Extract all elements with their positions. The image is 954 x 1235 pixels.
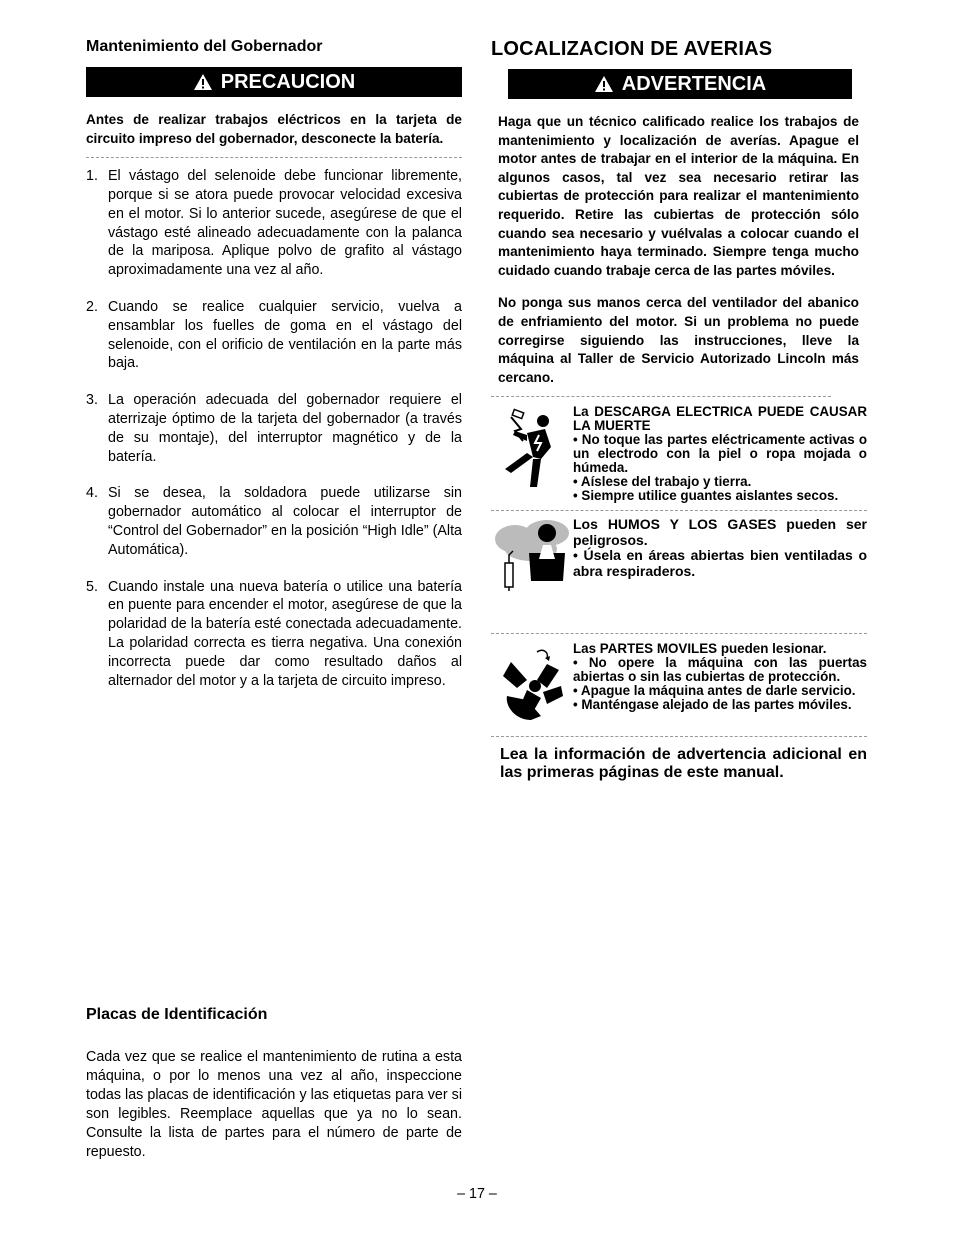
governor-maintenance-heading: Mantenimiento del Gobernador xyxy=(86,38,323,55)
moving-parts-icon xyxy=(497,646,571,726)
list-item: 2. Cuando se realice cualquier servicio, vuelva a ensamblar los fuelles de goma en el vástago del selenoide, con el orificio de ventilación en la parte más baja. xyxy=(86,298,462,372)
divider xyxy=(491,396,831,397)
shock-hazard-line: • Siempre utilice guantes aislantes secos. xyxy=(573,488,839,504)
governor-steps-list xyxy=(86,167,462,690)
fumes-hazard xyxy=(491,517,867,598)
moving-parts-hazard-line: • No opere la máquina con las puertas abiertas o sin las cubiertas de protección. xyxy=(573,655,867,685)
divider xyxy=(491,633,867,634)
caution-banner xyxy=(86,67,462,97)
caution-banner-label: PRECAUCION xyxy=(220,70,356,93)
warning-triangle-icon xyxy=(594,75,614,93)
moving-parts-hazard-line: • Manténgase alejado de las partes móviles. xyxy=(573,697,852,713)
moving-parts-hazard xyxy=(491,642,867,731)
nameplates-section xyxy=(86,1006,462,1161)
electric-shock-hazard xyxy=(491,405,867,503)
fumes-hazard-title: Los HUMOS Y LOS GASES pueden ser peligrosos. xyxy=(573,516,867,548)
electric-shock-icon xyxy=(497,407,559,489)
list-item: 1. El vástago del selenoide debe funcionar libremente, porque si se atora puede provocar velocidad excesiva en el motor. Si lo anterior sucede, asegúrese de que el vástago esté alineado adecuadamente con la palanca de la mariposa. Aplique polvo de grafito al vástago aproximadamente una vez al año. xyxy=(86,168,462,279)
fumes-hazard-line: • Úsela en áreas abiertas bien ventiladas o abra respiraderos. xyxy=(573,547,867,579)
left-column xyxy=(86,38,462,708)
divider xyxy=(491,510,867,511)
list-item: 4. Si se desea, la soldadora puede utilizarse sin gobernador automático al colocar el interruptor de “Control del Gobernador” en la posición “High Idle” (Alta Automática). xyxy=(86,485,462,558)
shock-hazard-title: La DESCARGA ELECTRICA PUEDE CAUSAR LA MUERTE xyxy=(573,404,867,434)
nameplates-text: Cada vez que se realice el mantenimiento de rutina a esta máquina, o por lo menos una vez al año, inspeccione todas las placas de identificación y las etiquetas para ver si son legibles. Reemplace aquellas que ya no lo sean. Consulte la lista de partes para el número de parte de repuesto. xyxy=(86,1049,462,1160)
right-column xyxy=(491,38,867,781)
moving-parts-hazard-title: Las PARTES MOVILES pueden lesionar. xyxy=(573,641,827,657)
fumes-icon xyxy=(491,519,573,593)
nameplates-heading: Placas de Identificación xyxy=(86,1006,268,1023)
warning-paragraph-1: Haga que un técnico calificado realice los trabajos de mantenimiento y localización de averías. Apague el motor antes de trabajar en el interior de la máquina. En algunos casos, tal vez sea necesario retirar las cubiertas de protección para realizar el mantenimiento requerido. Retire las cubiertas de protección sólo cuando sea necesario y vuélvalas a colocar cuando el mantenimiento haya terminado. Siempre tenga mucho cuidado cuando trabaje cerca de las partes móviles. xyxy=(498,114,859,278)
page-number: – 17 – xyxy=(457,1186,497,1202)
warning-banner-label: ADVERTENCIA xyxy=(621,72,767,95)
warning-triangle-icon xyxy=(193,73,213,91)
additional-warning-note: Lea la información de advertencia adicional en las primeras páginas de este manual. xyxy=(500,746,867,781)
moving-parts-hazard-line: • Apague la máquina antes de darle servicio. xyxy=(573,683,856,699)
warning-banner xyxy=(508,69,852,99)
shock-hazard-line: • No toque las partes eléctricamente activas o un electrodo con la piel o ropa mojada o húmeda. xyxy=(573,432,867,476)
divider xyxy=(491,736,867,737)
caution-text: Antes de realizar trabajos eléctricos en la tarjeta de circuito impreso del gobernador, desconecte la batería. xyxy=(86,112,462,146)
warning-paragraph-2: No ponga sus manos cerca del ventilador del abanico de enfriamiento del motor. Si un problema no puede corregirse siguiendo las instrucciones, lleve la máquina al Taller de Servicio Autorizado Lincoln más cercano. xyxy=(498,295,859,385)
divider xyxy=(86,157,462,158)
list-item: 3. La operación adecuada del gobernador requiere el aterrizaje óptimo de la tarjeta del gobernador (a través de su montaje), del interruptor magnético y de la batería. xyxy=(86,392,462,465)
troubleshooting-heading: LOCALIZACION DE AVERIAS xyxy=(491,38,773,60)
list-item: 5. Cuando instale una nueva batería o utilice una batería en puente para encender el motor, asegúrese de que la polaridad de la batería esté conectada adecuadamente. La polaridad correcta es tierra negativa. Una conexión incorrecta puede dar como resultado daños al alternador del motor y a la tarjeta de circuito impreso. xyxy=(86,578,462,689)
shock-hazard-line: • Aíslese del trabajo y tierra. xyxy=(573,474,752,490)
